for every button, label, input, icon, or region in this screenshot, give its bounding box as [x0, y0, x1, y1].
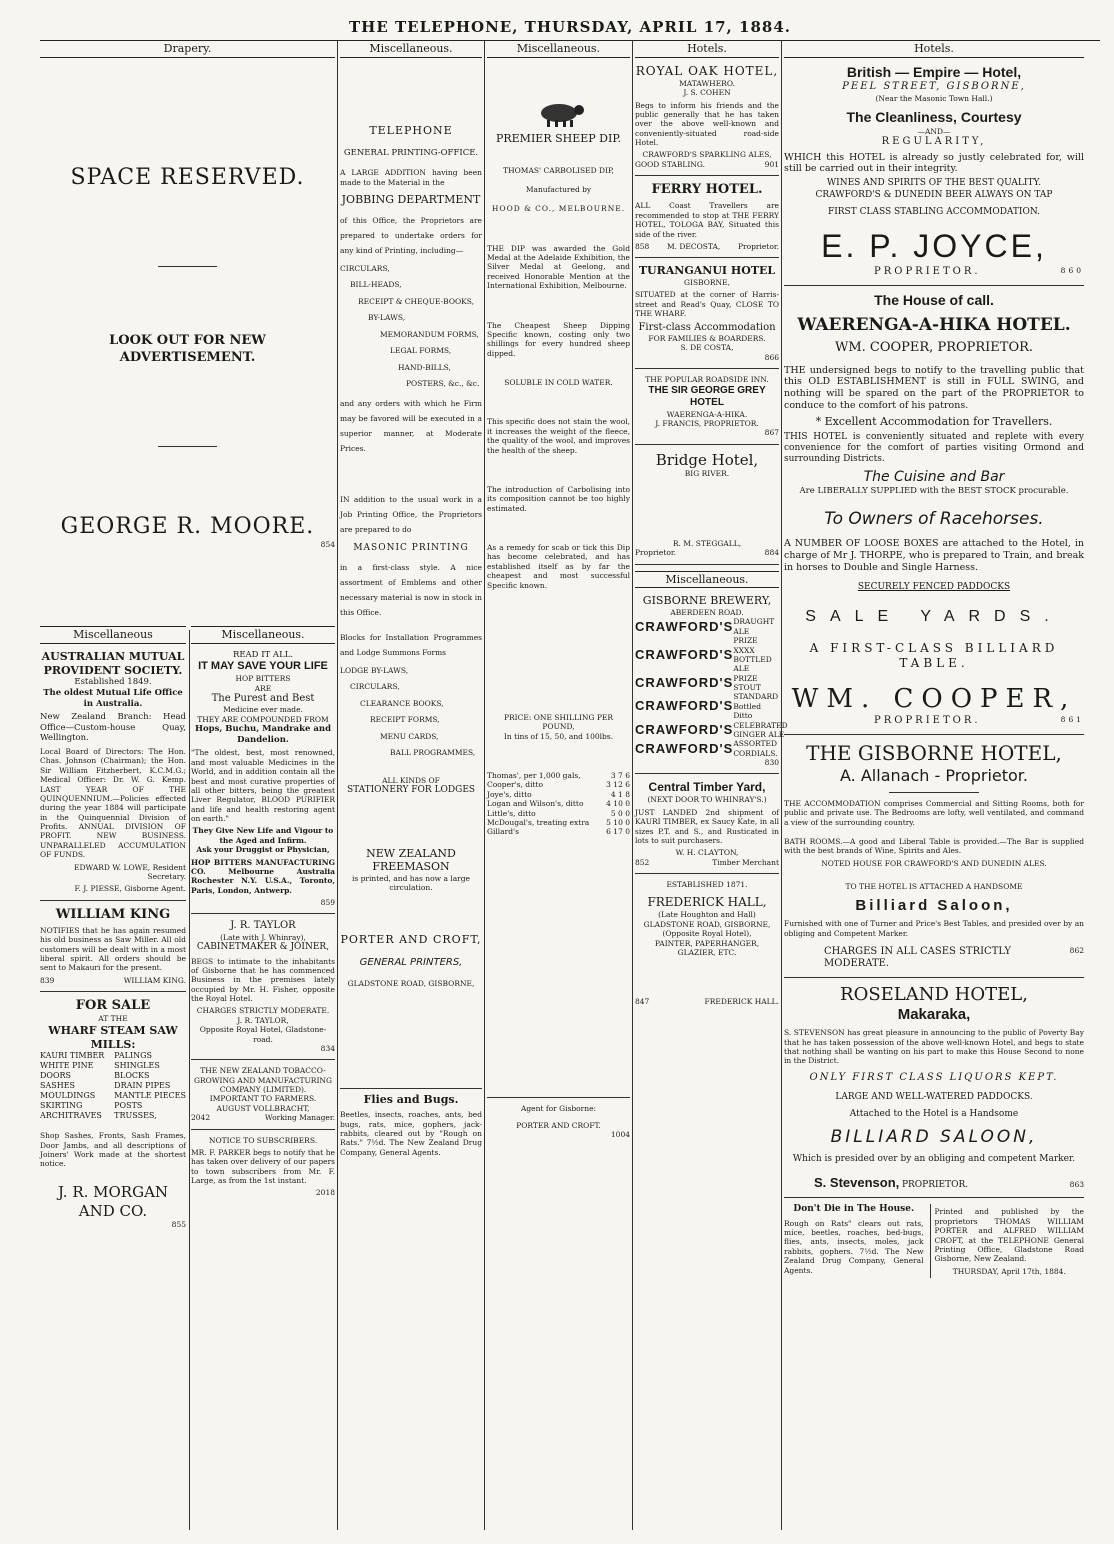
- ad-number: 834: [191, 1044, 335, 1060]
- section-heading: Hotels.: [784, 40, 1084, 58]
- masonic-title: MASONIC PRINTING: [353, 542, 469, 553]
- established: Established 1849.: [74, 677, 152, 688]
- steggall-role: Proprietor.: [635, 548, 677, 558]
- lodge-list: [340, 663, 482, 762]
- list-item: CRAWFORD'S PRIZE XXXX BOTTLED ALE: [635, 636, 772, 674]
- society-secretary: EDWARD W. LOWE, Resident Secretary.: [74, 862, 186, 881]
- turanganui-body: SITUATED at the corner of Harris-street and Read's Quay, CLOSE TO THE WHARF.: [635, 290, 779, 319]
- bridge-footer: [635, 548, 779, 564]
- furnished: Furnished with one of Turner and Price's Best Tables, and presided over by an obliging and Competent Marker.: [784, 919, 1084, 938]
- new-life: They Give New Life and Vigour to the Aged and Infirm.: [192, 826, 334, 845]
- list-item: CRAWFORD'S ASSORTED CORDIALS.: [635, 739, 778, 758]
- grey-hotel: THE SIR GEORGE GREY HOTEL: [648, 384, 766, 408]
- table-row: Joye's, ditto 4 1 8: [487, 789, 630, 799]
- ad-number: 859: [191, 898, 335, 914]
- list-item: SASHES: [40, 1081, 76, 1091]
- list-item: DOORS: [40, 1071, 72, 1081]
- table-row: Gillard's 6 17 0: [487, 827, 630, 837]
- notice-body: MR. F. PARKER begs to notify that he has taken over delivery of our papers to town subscribers from Mr. F. Large, as from the 1st instant.: [191, 1147, 335, 1185]
- roseland-hotel: ROSELAND HOTEL,: [840, 983, 1028, 1005]
- bridge-hotel: Bridge Hotel,: [655, 450, 759, 469]
- tobacco-role: Working Manager.: [264, 1113, 335, 1123]
- oldest-office: The oldest Mutual Life Office in Australia.: [43, 687, 183, 709]
- shop-text: Shop Sashes, Fronts, Sash Frames, Door Jambs, and all descriptions of Joiners' Work made at the shortest notice.: [40, 1131, 186, 1169]
- list-item: LEGAL FORMS,: [390, 346, 452, 356]
- waerenga-sub: WAERENGA-A-HIKA.: [666, 409, 748, 419]
- hotels-right-column: [784, 40, 1084, 1530]
- sheep-icon: [529, 98, 589, 128]
- aberdeen: ABERDEEN ROAD.: [670, 608, 744, 617]
- table-row: McDougal's, treating extra 5 10 0: [487, 817, 630, 827]
- list-item: WHITE PINE: [40, 1061, 94, 1071]
- wines: WINES AND SPIRITS OF THE BEST QUALITY.: [826, 178, 1042, 189]
- wm-cooper: WM. COOPER, PROPRIETOR.: [834, 340, 1034, 356]
- column-rule: [189, 630, 190, 1530]
- list-item: BILL-HEADS,: [350, 280, 402, 290]
- first-class: First-class Accommodation: [638, 321, 776, 333]
- cohen: J. S. COHEN: [683, 88, 731, 98]
- dont-die-title: Don't Die in The House.: [793, 1204, 915, 1215]
- sheep-dip-column: [487, 40, 630, 1530]
- stevenson-body: S. STEVENSON has great pleasure in announcing to the public of Poverty Bay that he has taken possession of the above well-known Hotel, and begs to state that nothing shall be wanting on his part to make this House Second to none in the District.: [784, 1028, 1084, 1066]
- hop-company: HOP BITTERS MANUFACTURING CO. Melbourne Australia Rochester N.Y. U.S.A., Toronto, Paris, London, Antwerp.: [191, 857, 335, 895]
- list-item: PALINGS: [114, 1051, 152, 1061]
- general-printers: GENERAL PRINTERS,: [359, 956, 463, 968]
- list-item: SHINGLES: [114, 1061, 160, 1071]
- hop-bitters: HOP BITTERS: [235, 674, 291, 684]
- ferry-footer: [635, 242, 779, 258]
- glazier: GLAZIER, ETC.: [677, 947, 737, 957]
- flies-body: Beetles, insects, roaches, ants, bed bugs, rats, mice, gophers, jack-rabbits, cleared out by "Rough on Rats." 7½d. The New Zealand Drug Company, General Agents.: [340, 1110, 482, 1157]
- price-table: [487, 771, 630, 837]
- decosta-role: Proprietor.: [737, 241, 779, 251]
- list-item: BY-LAWS,: [368, 313, 406, 323]
- sheep-dip-title: PREMIER SHEEP DIP.: [495, 131, 622, 145]
- ad-number: 855: [171, 1220, 186, 1230]
- steggall: R. M. STEGGALL,: [672, 538, 742, 548]
- list-item: POSTS: [114, 1101, 143, 1111]
- imprint-date: THURSDAY, April 17th, 1884.: [952, 1266, 1066, 1276]
- makaraka: Makaraka,: [897, 1006, 971, 1024]
- convenient: THIS HOTEL is conveniently situated and replete with every convenience for the comfort of parties visiting Ormond and surrounding Districts.: [784, 431, 1084, 465]
- painter: PAINTER, PAPERHANGER,: [654, 938, 760, 948]
- important-farmers: IMPORTANT TO FARMERS.: [209, 1094, 317, 1104]
- list-item: MENU CARDS,: [380, 731, 439, 741]
- ferry-body: ALL Coast Travellers are recommended to stop at THE FERRY HOTEL, TOLOGA BAY, Situated this side of the river.: [635, 201, 779, 239]
- clayton-role: Timber Merchant: [712, 857, 779, 867]
- fenced-paddocks: SECURELY FENCED PADDOCKS: [857, 581, 1011, 592]
- freemason-body: is printed, and has now a large circulation.: [352, 874, 470, 893]
- undersigned: THE undersigned begs to notify to the travelling public that this OLD ESTABLISHMENT is still in FULL SWING, and nothing will be spared on the part of the PROPRIETOR to conduce to the comfort of his patrons.: [784, 364, 1084, 412]
- timber-yard: Central Timber Yard,: [648, 780, 766, 795]
- manufactured-by: Manufactured by: [525, 184, 592, 194]
- presided: Which is presided over by an obliging and competent Marker.: [792, 1153, 1076, 1164]
- imprint: [930, 1204, 1084, 1278]
- branch-text: New Zealand Branch: Head Office—Custom-house Quay, Wellington.: [40, 712, 186, 744]
- medicine: Medicine ever made.: [223, 705, 303, 715]
- list-item: BLOCKS: [114, 1071, 150, 1081]
- addition-text: A LARGE ADDITION having been made to the Material in the: [340, 168, 482, 187]
- at-the: AT THE: [98, 1014, 128, 1024]
- misc-left-column: [40, 626, 186, 1526]
- ad-number: 861: [1060, 715, 1084, 725]
- liberally: Are LIBERALLY SUPPLIED with the BEST STOCK procurable.: [799, 486, 1069, 496]
- list-item: KAURI TIMBER: [40, 1051, 105, 1061]
- ad-number: 863: [1069, 1180, 1084, 1190]
- ad-number: 1004: [610, 1130, 630, 1140]
- tobacco-title: THE NEW ZEALAND TOBACCO-GROWING AND MANUFACTURING COMPANY (LIMITED).: [194, 1066, 332, 1094]
- column-rule: [484, 40, 485, 1530]
- king-body: NOTIFIES that he has again resumed his old business as Saw Miller. All old customers will be dealt with in a most liberal spirit. All orders should be sent to Makauri for the present.: [40, 925, 186, 973]
- timber-list-left: [40, 1051, 104, 1121]
- crawford-list: [635, 617, 788, 758]
- charges-moderate: CHARGES STRICTLY MODERATE.: [196, 1006, 330, 1016]
- cuisine: The Cuisine and Bar: [863, 468, 1005, 485]
- list-item: POSTERS, &c., &c.: [406, 379, 480, 389]
- billiard-saloon: Billiard Saloon,: [855, 897, 1013, 915]
- first-class-liquors: ONLY FIRST CLASS LIQUORS KEPT.: [809, 1071, 1059, 1083]
- list-item: DRAIN PIPES: [114, 1081, 171, 1091]
- list-item: MEMORANDUM FORMS,: [380, 329, 479, 339]
- ad-number: 2042: [191, 1113, 211, 1123]
- gisborne-hotel: THE GISBORNE HOTEL,: [806, 740, 1062, 765]
- carbol-text: The introduction of Carbolising into its composition cannot be too highly estimated.: [487, 484, 630, 513]
- telephone-title: TELEPHONE: [369, 123, 453, 137]
- stevenson-name: S. Stevenson,: [814, 1175, 900, 1191]
- good-stabling: GOOD STABLING.: [635, 159, 705, 169]
- list-item: HAND-BILLS,: [398, 362, 451, 372]
- remedy-text: As a remedy for scab or tick this Dip has become celebrated, and has established itself as by far the cheapest and most successful Specific known.: [487, 543, 630, 590]
- royal-oak-title: ROYAL OAK HOTEL,: [635, 63, 779, 78]
- stabling: FIRST CLASS STABLING ACCOMMODATION.: [827, 206, 1041, 217]
- list-item: SKIRTING: [40, 1101, 83, 1111]
- purest: The Purest and Best: [211, 692, 315, 704]
- save-life: IT MAY SAVE YOUR LIFE: [198, 660, 328, 673]
- ad-number: 884: [764, 548, 779, 558]
- sale-yards: SALE YARDS.: [805, 607, 1063, 625]
- clayton: W. H. CLAYTON,: [675, 848, 739, 858]
- ad-number: 854: [320, 540, 335, 550]
- loose-boxes: A NUMBER OF LOOSE BOXES are attached to the Hotel, in charge of Mr J. THORPE, who is prepared to Train, and break in horses to Double and Single Harness.: [784, 537, 1084, 573]
- taylor-late: (Late with J. Whinray),: [220, 932, 306, 942]
- noted-house: NOTED HOUSE FOR CRAWFORD'S AND DUNEDIN ALES.: [821, 858, 1047, 868]
- masthead: THE TELEPHONE, THURSDAY, APRIL 17, 1884.: [40, 18, 1100, 41]
- taylor-address: Opposite Royal Hotel, Gladstone-road.: [199, 1025, 327, 1044]
- wharf-title: WHARF STEAM SAW MILLS:: [48, 1023, 178, 1051]
- are-word: ARE: [254, 683, 272, 693]
- freemason: NEW ZEALAND FREEMASON: [366, 846, 456, 874]
- british-empire: British — Empire — Hotel,: [846, 63, 1022, 80]
- waerenga-hotel: WAERENGA-A-HIKA HOTEL.: [797, 315, 1071, 335]
- taylor-body: BEGS to intimate to the inhabitants of Gisborne that he has commenced Business in the premises lately occupied by Mr. H. Fisher, opposite the Royal Hotel.: [191, 956, 335, 1003]
- list-item: MANTLE PIECES: [114, 1091, 186, 1101]
- agent-gisborne: Agent for Gisborne:: [487, 1097, 630, 1113]
- decosta-signature: M. DECOSTA,: [666, 241, 721, 251]
- house-of-call: The House of call.: [874, 291, 994, 308]
- ad-number: 830: [635, 758, 779, 774]
- fred-late: (Late Houghton and Hall): [658, 910, 756, 920]
- list-item: CIRCULARS,: [350, 682, 400, 692]
- watered-paddocks: LARGE AND WELL-WATERED PADDOCKS.: [835, 1092, 1033, 1103]
- turanganui-title: TURANGANUI HOTEL: [638, 264, 776, 278]
- attached-two: Attached to the Hotel is a Handsome: [849, 1109, 1019, 1120]
- society-title: AUSTRALIAN MUTUAL PROVIDENT SOCIETY.: [41, 649, 185, 677]
- divider: [158, 266, 217, 267]
- royal-body: Begs to inform his friends and the public generally that he has taken over the above well-known and conveniently-situated road-side Hotel.: [635, 100, 779, 147]
- taylor-title: J. R. TAYLOR: [230, 920, 296, 932]
- price: PRICE: ONE SHILLING PER POUND,: [503, 712, 614, 732]
- jobbing-dept: JOBBING DEPARTMENT: [341, 192, 481, 206]
- section-heading: Hotels.: [635, 40, 779, 58]
- ferry-title: FERRY HOTEL.: [651, 182, 763, 198]
- cleanliness: The Cleanliness, Courtesy: [846, 109, 1022, 126]
- king-signature: WILLIAM KING.: [123, 975, 186, 985]
- thomas-dip: THOMAS' CARBOLISED DIP,: [503, 165, 614, 175]
- footer-row: [784, 1204, 1084, 1278]
- section-heading: Miscellaneous.: [635, 571, 779, 589]
- hood-co: HOOD & CO., MELBOURNE.: [491, 204, 626, 214]
- bath-rooms: BATH ROOMS.—A good and Liberal Table is provided.—The Bar is supplied with the best brands of Wine, Spirits and Ales.: [784, 836, 1084, 856]
- stevenson-footer: [784, 1175, 1084, 1198]
- read-it-all: READ IT ALL.: [232, 649, 294, 660]
- masonic-body: in a first-class style. A nice assortment of Emblems and other necessary material is now in stock in this Office.: [340, 562, 482, 617]
- list-item: CRAWFORD'S DRAUGHT ALE: [635, 617, 775, 636]
- matawhero: MATAWHERO.: [679, 78, 735, 88]
- imprint-text: Printed and published by the proprietors THOMAS WILLIAM PORTER and ALFRED WILLIAM CROFT, at the TELEPHONE General Printing Office, Gladstone Road Gisborne, New Zealand.: [934, 1207, 1084, 1264]
- billiard-table: A FIRST-CLASS BILLIARD TABLE.: [809, 640, 1059, 670]
- ad-number: 847: [635, 997, 650, 1007]
- tins: In tins of 15, 50, and 100lbs.: [503, 731, 614, 741]
- column-rule: [337, 40, 338, 1530]
- francis: J. FRANCIS, PROPRIETOR.: [655, 418, 759, 428]
- divider: [158, 446, 217, 447]
- agent-name: PORTER AND CROFT.: [516, 1121, 601, 1130]
- tobacco-signature: AUGUST VOLLBRACHT,: [216, 1103, 310, 1113]
- regularity: REGULARITY,: [881, 136, 987, 147]
- notice-title: NOTICE TO SUBSCRIBERS.: [208, 1135, 318, 1145]
- clayton-footer: [635, 858, 779, 874]
- beer-on-tap: CRAWFORD'S & DUNEDIN BEER ALWAYS ON TAP: [815, 189, 1053, 200]
- ad-number: 2018: [315, 1188, 335, 1198]
- hop-body: "The oldest, best, most renowned, and most valuable Medicines in the World, and in addition contain all the best and most curative properties of all other bitters, being the greatest Liver Regulator, BLOOD PURIFIER and life and health restoring agent on earth.": [191, 748, 335, 823]
- column-rule: [781, 40, 782, 1530]
- dont-die-ad: [784, 1204, 924, 1278]
- ad-number: 860: [1060, 266, 1084, 275]
- king-sign: [40, 976, 186, 992]
- jobbing-body: of this Office, the Proprietors are prepared to undertake orders for any kind of Printing, including—: [340, 215, 482, 255]
- peel-street: PEEL STREET, GISBORNE,: [842, 81, 1026, 93]
- charges-moderate: CHARGES IN ALL CASES STRICTLY MODERATE.: [824, 945, 1011, 970]
- misc-right-column: [191, 626, 335, 1526]
- list-item: LODGE BY-LAWS,: [340, 665, 409, 675]
- compounded: THEY ARE COMPOUNDED FROM: [197, 714, 329, 724]
- roadside-inn: THE POPULAR ROADSIDE INN.: [645, 375, 769, 385]
- big-river: BIG RIVER.: [684, 469, 730, 479]
- list-item: ARCHITRAVES: [40, 1111, 102, 1121]
- excellent: * Excellent Accommodation for Travellers.: [815, 415, 1053, 428]
- divider: [889, 792, 979, 793]
- cheapest: The Cheapest Sheep Dipping Specific known, costing only two shillings for every hundred sheep dipped.: [487, 320, 630, 358]
- list-item: CLEARANCE BOOKS,: [360, 698, 444, 708]
- society-body: Local Board of Directors: The Hon. Chas. Johnson (Chairman); the Hon. Sir William Fitzherbert, K.C.M.G.; Medical Officer: Dr. W. G. Kemp. LAST YEAR OF THE QUINQUENNIUM.—Policies effected during the year 1884 will participate in the Quinquennial Division of Profits. ANNUAL DIVISION OF PROFIT. NEW BUSINESS. UNPARALLELED ACCUMULATION OF FUNDS.: [40, 747, 186, 860]
- column-rule: [632, 40, 633, 1530]
- gisborne-sub: GISBORNE,: [684, 278, 730, 287]
- charges-footer: [784, 946, 1084, 978]
- wm-cooper-big: WM. COOPER,: [791, 683, 1077, 714]
- drapery-column: [40, 40, 335, 625]
- list-item: CRAWFORD'S PRIZE STOUT: [635, 673, 761, 692]
- joyce-footer: [784, 266, 1084, 286]
- list-item: CRAWFORD'S STANDARD Bottled Ditto: [635, 692, 779, 721]
- timber-list-right: [114, 1051, 186, 1121]
- stationery: STATIONERY FOR LODGES: [346, 785, 476, 796]
- attached-handsome: TO THE HOTEL IS ATTACHED A HANDSOME: [845, 882, 1023, 891]
- all-kinds: ALL KINDS OF: [382, 775, 440, 785]
- owners-racehorses: To Owners of Racehorses.: [824, 508, 1044, 529]
- fred-opposite: (Opposite Royal Hotel),: [662, 929, 752, 939]
- frederick-hall: FREDERICK HALL,: [647, 895, 767, 910]
- morgan-title: J. R. MORGAN AND CO.: [57, 1182, 169, 1220]
- billiard-saloon-two: BILLIARD SALOON,: [830, 1126, 1038, 1147]
- established-1871: ESTABLISHED 1871.: [666, 880, 748, 889]
- list-item: MOULDINGS: [40, 1091, 96, 1101]
- printing-list: [340, 261, 482, 393]
- fred-signature: FREDERICK HALL.: [704, 997, 779, 1007]
- soluble: SOLUBLE IN COLD WATER.: [504, 378, 613, 387]
- crawford-sparkling: CRAWFORD'S SPARKLING ALES,: [642, 150, 772, 160]
- fred-address: GLADSTONE ROAD, GISBORNE,: [643, 919, 771, 929]
- gold-medal: THE DIP was awarded the Gold Medal at the Adelaide Exhibition, the Silver Medal at Geelong, and received Honorable Mention at the International Exhibition, Melbourne.: [487, 243, 630, 291]
- ad-number: 858: [635, 241, 650, 251]
- printing-column: [340, 40, 482, 1530]
- timber-body: JUST LANDED 2nd shipment of KAURI TIMBER, ex Saucy Kate, in all sizes P.T. and S., and Rusticated in lots to suit purchasers.: [635, 807, 779, 845]
- royal-footer: [635, 160, 779, 176]
- table-row: Thomas', per 1,000 gals, 3 7 6: [487, 771, 630, 780]
- cabinetmaker: CABINETMAKER & JOINER,: [196, 942, 330, 953]
- moore-name: GEORGE R. MOORE.: [60, 513, 315, 539]
- section-heading: Miscellaneous.: [191, 626, 335, 644]
- accommodation: THE ACCOMMODATION comprises Commercial and Sitting Rooms, both for public and private use. The Bedrooms are lofty, well ventilated, and command a view of the surrounding country.: [784, 798, 1084, 827]
- ad-number: 862: [1069, 945, 1084, 955]
- list-item: CIRCULARS,: [340, 263, 390, 273]
- table-row: Logan and Wilson's, ditto 4 10 0: [487, 799, 630, 809]
- stevenson-role: PROPRIETOR.: [901, 1180, 969, 1191]
- proprietor-label: PROPRIETOR.: [874, 715, 981, 727]
- section-heading: Miscellaneous: [40, 626, 186, 644]
- brewery-title: GISBORNE BREWERY,: [642, 594, 772, 608]
- space-reserved: SPACE RESERVED.: [70, 164, 305, 190]
- near-hall: (Near the Masonic Town Hall.): [875, 93, 993, 103]
- list-item: RECEIPT & CHEQUE-BOOKS,: [358, 296, 474, 306]
- lookout-notice: LOOK OUT FOR NEW ADVERTISEMENT.: [109, 333, 266, 365]
- allanach: A. Allanach - Proprietor.: [840, 765, 1028, 785]
- tobacco-footer: [191, 1113, 335, 1129]
- ad-number: 867: [635, 428, 779, 444]
- cooper-footer: [784, 715, 1084, 735]
- king-title: WILLIAM KING: [55, 906, 171, 922]
- porter-croft: PORTER AND CROFT,: [340, 932, 482, 946]
- stain-text: This specific does not stain the wool, it increases the weight of the fleece, the quality of the wool, and improves the health of the sheep.: [487, 417, 630, 455]
- list-item: BALL PROGRAMMES,: [390, 748, 476, 758]
- which-text: WHICH this HOTEL is already so justly celebrated for, will still be carried out in their integrity.: [784, 151, 1084, 175]
- ad-number: 852: [635, 857, 650, 867]
- hotels-column: [635, 40, 788, 1530]
- section-heading: Drapery.: [40, 40, 335, 58]
- dont-die-body: Rough on Rats" clears out rats, mice, beetles, roaches, bed-bugs, flies, ants, insects, moles, jack rabbits, gophers. 7½d. The New Zealand Drug Company, General Agents.: [784, 1218, 924, 1275]
- joyce: E. P. JOYCE,: [821, 228, 1047, 264]
- taylor-signature: J. R. TAYLOR,: [237, 1015, 289, 1025]
- families: FOR FAMILIES & BOARDERS.: [648, 334, 766, 343]
- section-heading: Miscellaneous.: [487, 40, 630, 58]
- stevenson-sign: [784, 1175, 968, 1191]
- proprietor-label: PROPRIETOR.: [874, 266, 981, 277]
- for-sale: FOR SALE: [75, 998, 151, 1014]
- gladstone-road: GLADSTONE ROAD, GISBORNE,: [347, 979, 475, 988]
- table-row: Little's, ditto 5 0 0: [487, 808, 630, 818]
- timber-list: [40, 1051, 186, 1121]
- flies-title: Flies and Bugs.: [340, 1088, 482, 1107]
- favoured-text: and any orders with which he Firm may be favored will be executed in a superior manner, at Moderate Prices.: [340, 398, 482, 453]
- ad-number: 839: [40, 975, 55, 985]
- table-row: Cooper's, ditto 3 12 6: [487, 780, 630, 790]
- hops-ingredients: Hops, Buchu, Mandrake and Dandelion.: [194, 724, 332, 745]
- ask-druggist: Ask your Druggist or Physician,: [196, 845, 330, 855]
- society-agent: F. J. PIESSE, Gisborne Agent.: [40, 884, 186, 900]
- fred-footer: [635, 997, 779, 1006]
- list-item: RECEIPT FORMS,: [370, 715, 440, 725]
- ad-number: 901: [764, 159, 779, 169]
- blocks-text: Blocks for Installation Programmes and Lodge Summons Forms: [340, 632, 482, 657]
- section-heading: Miscellaneous.: [340, 40, 482, 58]
- printing-office: GENERAL PRINTING-OFFICE.: [343, 147, 479, 158]
- list-item: TRUSSES,: [114, 1111, 157, 1121]
- and-sep: —AND—: [917, 126, 951, 136]
- masonic-intro: IN addition to the usual work in a Job Printing Office, the Proprietors are prepared to do: [340, 494, 482, 534]
- list-item: CRAWFORD'S CELEBRATED GINGER ALE: [635, 720, 788, 739]
- decosta-two: S. DE COSTA,: [680, 343, 734, 353]
- timber-sub: (NEXT DOOR TO WHINRAY'S.): [647, 795, 767, 805]
- ad-number: 866: [635, 353, 779, 369]
